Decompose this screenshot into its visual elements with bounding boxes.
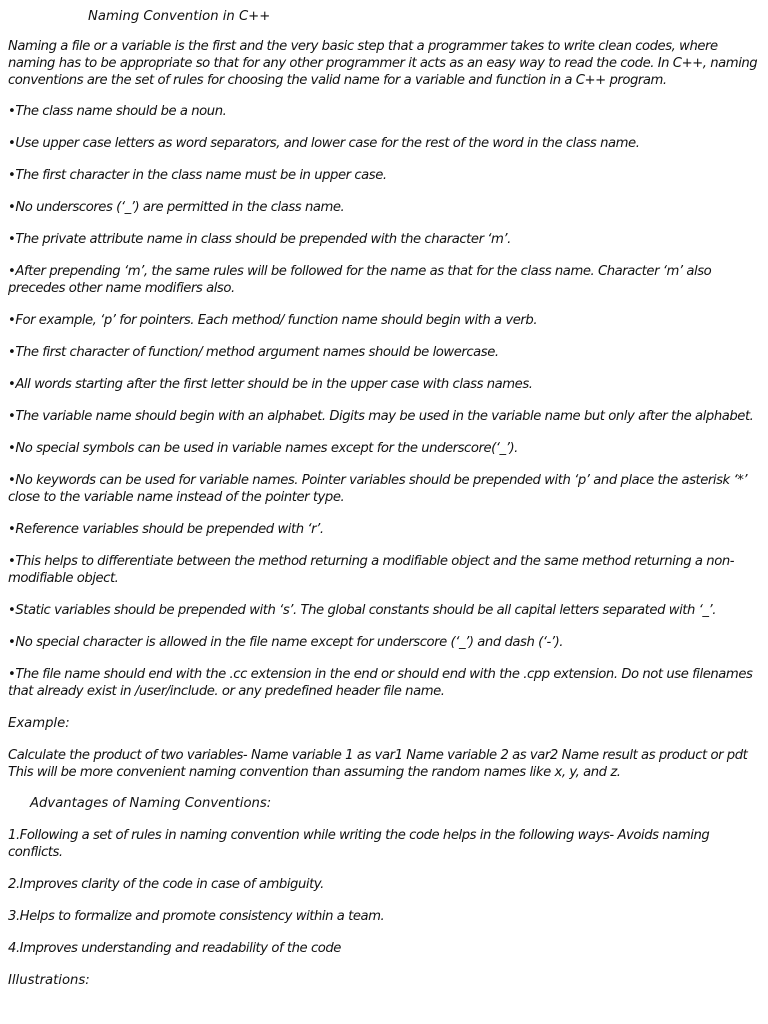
rule-item: • Reference variables should be prepended with ‘r’. — [8, 521, 760, 538]
rule-item: • Use upper case letters as word separators, and lower case for the rest of the word in the class name. — [8, 135, 760, 152]
rule-item: • After prepending ‘m’, the same rules will be followed for the name as that for the class name. Character ‘m’ also precedes other name modifiers also. — [8, 263, 760, 297]
rule-item: • The first character of function/ method argument names should be lowercase. — [8, 344, 760, 361]
rule-item: • The private attribute name in class should be prepended with the character ‘m’. — [8, 231, 760, 248]
rule-item: • The class name should be a noun. — [8, 103, 760, 120]
example-paragraph: Calculate the product of two variables- Name variable 1 as var1 Name variable 2 as var2 Name result as product or pdt This will be more convenient naming convention than assuming the random names like x, y, and z. — [8, 748, 748, 780]
advantage-item: 4.Improves understanding and readability of the code — [8, 941, 341, 956]
rule-item: • This helps to differentiate between the method returning a modifiable object and the same method returning a non-modifiable object. — [8, 553, 760, 587]
rule-item: • The variable name should begin with an alphabet. Digits may be used in the variable name but only after the alphabet. — [8, 408, 760, 425]
rule-item: • No keywords can be used for variable names. Pointer variables should be prepended with ‘p’ and place the asterisk ‘*’ close to the variable name instead of the pointer type. — [8, 472, 760, 506]
rule-item: • For example, ‘p’ for pointers. Each method/ function name should begin with a verb. — [8, 312, 760, 329]
illustrations-label: Illustrations: — [8, 973, 90, 988]
intro-paragraph: Naming a file or a variable is the first and the very basic step that a programmer takes to write clean codes, where naming has to be appropriate so that for any other programmer it acts as an easy way to read the code. In C++, naming conventions are the set of rules for choosing the valid name for a variable and function in a C++ program. — [8, 39, 758, 88]
advantages-list — [8, 827, 760, 957]
page-title: Naming Convention in C++ — [88, 9, 271, 24]
advantages-heading: Advantages of Naming Conventions: — [30, 796, 272, 811]
advantage-item: 3.Helps to formalize and promote consistency within a team. — [8, 909, 385, 924]
rule-item: • No underscores (‘_’) are permitted in the class name. — [8, 199, 760, 216]
rule-item: • Static variables should be prepended with ‘s’. The global constants should be all capital letters separated with ‘_’. — [8, 602, 760, 619]
advantage-item: 1.Following a set of rules in naming convention while writing the code helps in the following ways- Avoids naming conflicts. — [8, 828, 710, 860]
rule-item: • No special character is allowed in the file name except for underscore (‘_’) and dash (‘-’). — [8, 634, 760, 651]
example-label: Example: — [8, 716, 70, 731]
advantage-item: 2.Improves clarity of the code in case of ambiguity. — [8, 877, 324, 892]
rule-item: • The first character in the class name must be in upper case. — [8, 167, 760, 184]
rule-item: • No special symbols can be used in variable names except for the underscore(‘_’). — [8, 440, 760, 457]
rule-item: • The file name should end with the .cc extension in the end or should end with the .cpp extension. Do not use filenames that already exist in /user/include. or any predefined header file name. — [8, 666, 760, 700]
rules-list — [8, 103, 760, 700]
rule-item: • All words starting after the first letter should be in the upper case with class names. — [8, 376, 760, 393]
